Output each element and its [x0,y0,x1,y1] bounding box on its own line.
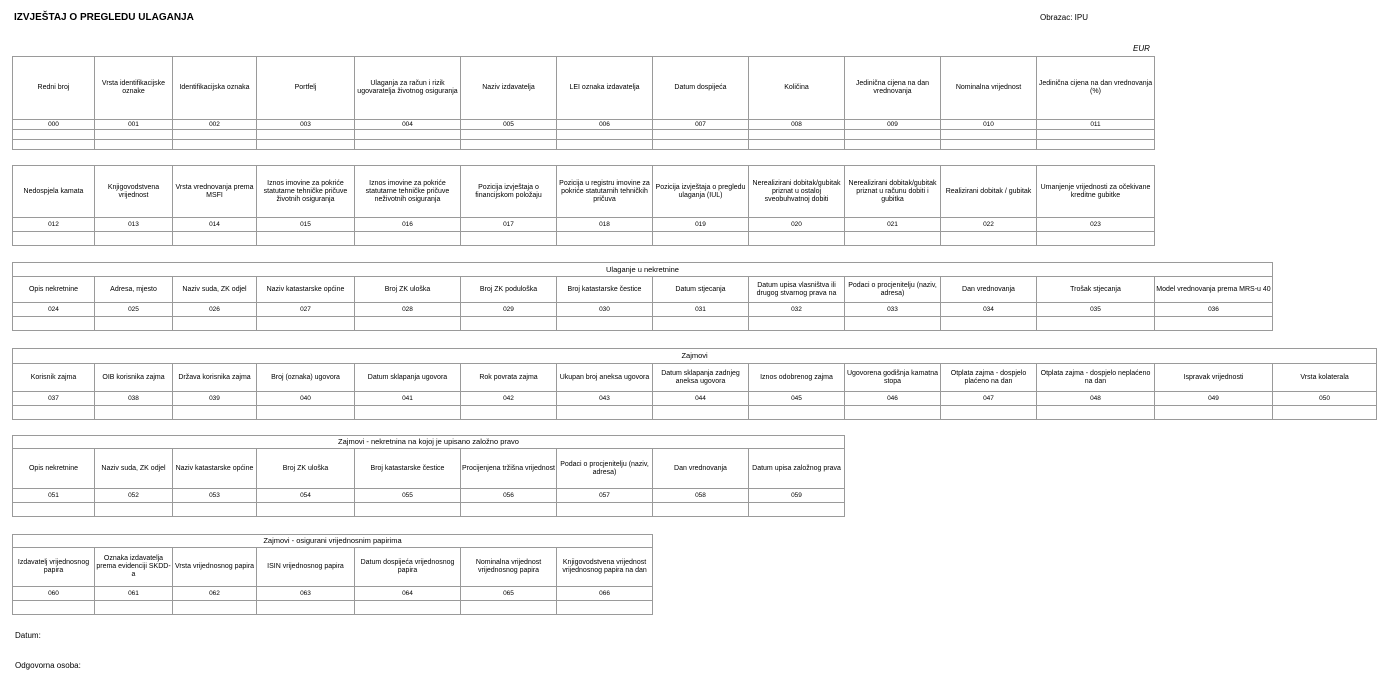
data-cell[interactable] [173,140,257,150]
data-cell[interactable] [1037,130,1155,140]
column-code: 006 [557,120,653,130]
column-code: 035 [1037,303,1155,317]
data-cell[interactable] [1037,232,1155,246]
column-header: Broj katastarske čestice [355,449,461,489]
column-header: ISIN vrijednosnog papira [257,548,355,587]
column-code: 012 [13,218,95,232]
column-code: 040 [257,392,355,406]
column-code: 062 [173,587,257,601]
column-header: Ulaganja za račun i rizik ugovaratelja životnog osiguranja [355,57,461,120]
data-cell[interactable] [557,601,653,615]
column-header: Datum sklapanja ugovora [355,364,461,392]
data-cell[interactable] [749,317,845,331]
column-code: 027 [257,303,355,317]
column-header: Naziv izdavatelja [461,57,557,120]
data-cell[interactable] [1273,406,1377,420]
data-cell[interactable] [95,130,173,140]
data-cell[interactable] [749,406,845,420]
column-code: 002 [173,120,257,130]
column-code: 043 [557,392,653,406]
column-code: 055 [355,489,461,503]
data-cell[interactable] [355,503,461,517]
column-header: Otplata zajma - dospjelo neplaćeno na dan [1037,364,1155,392]
data-cell[interactable] [941,140,1037,150]
column-code: 025 [95,303,173,317]
column-header: Nedospjela kamata [13,166,95,218]
column-code: 028 [355,303,461,317]
data-cell[interactable] [355,130,461,140]
column-code: 057 [557,489,653,503]
column-header: Redni broj [13,57,95,120]
column-code: 009 [845,120,941,130]
data-cell[interactable] [95,601,173,615]
data-cell[interactable] [749,130,845,140]
data-cell[interactable] [355,406,461,420]
column-header: Adresa, mjesto [95,277,173,303]
data-cell[interactable] [557,317,653,331]
form-code: Obrazac: IPU [1040,13,1089,22]
data-cell[interactable] [653,406,749,420]
data-cell[interactable] [13,232,95,246]
column-header: Broj (oznaka) ugovora [257,364,355,392]
column-code: 030 [557,303,653,317]
column-code: 010 [941,120,1037,130]
column-code: 001 [95,120,173,130]
data-cell[interactable] [749,503,845,517]
data-cell[interactable] [845,130,941,140]
column-code: 045 [749,392,845,406]
column-code: 051 [13,489,95,503]
column-code: 026 [173,303,257,317]
column-header: Opis nekretnine [13,449,95,489]
data-cell[interactable] [653,130,749,140]
column-code: 007 [653,120,749,130]
footer-date-label: Datum: [15,631,41,640]
column-code: 004 [355,120,461,130]
column-header: Podaci o procjenitelju (naziv, adresa) [557,449,653,489]
column-code: 017 [461,218,557,232]
column-code: 029 [461,303,557,317]
data-cell[interactable] [1037,317,1155,331]
data-cell[interactable] [173,601,257,615]
column-header: Pozicija izvještaja o pregledu ulaganja (IUL) [653,166,749,218]
column-header: Korisnik zajma [13,364,95,392]
section-title: Zajmovi [13,349,1377,364]
data-cell[interactable] [461,317,557,331]
column-code: 047 [941,392,1037,406]
column-code: 016 [355,218,461,232]
column-header: Trošak stjecanja [1037,277,1155,303]
column-code: 066 [557,587,653,601]
column-header: Iznos imovine za pokriće statutarne tehničke pričuve životnih osiguranja [257,166,355,218]
column-header: Opis nekretnine [13,277,95,303]
column-header: Broj ZK uloška [257,449,355,489]
column-header: Ispravak vrijednosti [1155,364,1273,392]
data-cell[interactable] [13,130,95,140]
column-code: 063 [257,587,355,601]
column-code: 061 [95,587,173,601]
data-cell[interactable] [355,232,461,246]
column-code: 049 [1155,392,1273,406]
data-cell[interactable] [653,317,749,331]
column-code: 034 [941,303,1037,317]
column-code: 037 [13,392,95,406]
column-header: Vrsta identifikacijske oznake [95,57,173,120]
data-cell[interactable] [749,232,845,246]
column-code: 031 [653,303,749,317]
column-header: Rok povrata zajma [461,364,557,392]
data-cell[interactable] [461,601,557,615]
data-cell[interactable] [173,317,257,331]
column-code: 064 [355,587,461,601]
data-cell[interactable] [13,140,95,150]
column-code: 022 [941,218,1037,232]
data-cell[interactable] [1037,140,1155,150]
data-cell[interactable] [1155,406,1273,420]
column-header: Količina [749,57,845,120]
column-code: 054 [257,489,355,503]
column-code: 008 [749,120,845,130]
data-cell[interactable] [95,317,173,331]
column-code: 059 [749,489,845,503]
data-cell[interactable] [355,601,461,615]
column-header: Pozicija u registru imovine za pokriće statutarnih tehničkih pričuva [557,166,653,218]
data-cell[interactable] [95,503,173,517]
column-header: Oznaka izdavatelja prema evidenciji SKDD-a [95,548,173,587]
column-code: 048 [1037,392,1155,406]
column-header: Naziv suda, ZK odjel [173,277,257,303]
data-cell[interactable] [355,317,461,331]
column-code: 021 [845,218,941,232]
column-code: 042 [461,392,557,406]
report-table-2 [12,165,1155,246]
data-cell[interactable] [173,232,257,246]
data-cell[interactable] [173,406,257,420]
column-code: 013 [95,218,173,232]
column-header: Broj ZK poduloška [461,277,557,303]
column-code: 065 [461,587,557,601]
data-cell[interactable] [95,232,173,246]
column-header: Vrsta vrijednosnog papira [173,548,257,587]
report-table-5 [12,435,845,517]
column-code: 019 [653,218,749,232]
column-header: Vrsta kolaterala [1273,364,1377,392]
column-header: Vrsta vrednovanja prema MSFI [173,166,257,218]
column-code: 050 [1273,392,1377,406]
column-header: Izdavatelj vrijednosnog papira [13,548,95,587]
data-cell[interactable] [257,317,355,331]
column-header: Jedinična cijena na dan vrednovanja [845,57,941,120]
data-cell[interactable] [557,140,653,150]
data-cell[interactable] [653,503,749,517]
column-header: Datum upisa založnog prava [749,449,845,489]
column-header: Nerealizirani dobitak/gubitak priznat u računu dobiti i gubitka [845,166,941,218]
data-cell[interactable] [845,406,941,420]
report-table-4 [12,348,1377,420]
section-title: Zajmovi - nekretnina na kojoj je upisano založno pravo [13,436,845,449]
column-header: Broj katastarske čestice [557,277,653,303]
column-code: 014 [173,218,257,232]
column-header: Procijenjena tržišna vrijednost [461,449,557,489]
column-header: Dan vrednovanja [653,449,749,489]
column-header: Pozicija izvještaja o financijskom položaju [461,166,557,218]
column-code: 036 [1155,303,1273,317]
data-cell[interactable] [653,232,749,246]
column-code: 015 [257,218,355,232]
data-cell[interactable] [845,140,941,150]
column-header: Datum upisa vlasništva ili drugog stvarnog prava na [749,277,845,303]
report-table-1 [12,56,1155,150]
column-header: Datum dospijeća [653,57,749,120]
column-header: Model vrednovanja prema MRS-u 40 [1155,277,1273,303]
column-header: Naziv katastarske općine [257,277,355,303]
data-cell[interactable] [13,406,95,420]
column-code: 044 [653,392,749,406]
column-code: 060 [13,587,95,601]
column-header: Podaci o procjenitelju (naziv, adresa) [845,277,941,303]
column-header: Broj ZK uloška [355,277,461,303]
data-cell[interactable] [461,406,557,420]
data-cell[interactable] [461,232,557,246]
column-header: Nominalna vrijednost vrijednosnog papira [461,548,557,587]
data-cell[interactable] [13,503,95,517]
column-header: Iznos odobrenog zajma [749,364,845,392]
data-cell[interactable] [95,140,173,150]
section-title: Zajmovi - osigurani vrijednosnim papirima [13,535,653,548]
data-cell[interactable] [95,406,173,420]
column-header: Naziv katastarske općine [173,449,257,489]
data-cell[interactable] [13,601,95,615]
data-cell[interactable] [173,503,257,517]
data-cell[interactable] [941,130,1037,140]
column-code: 046 [845,392,941,406]
data-cell[interactable] [257,601,355,615]
column-header: Nerealizirani dobitak/gubitak priznat u ostaloj sveobuhvatnoj dobiti [749,166,845,218]
data-cell[interactable] [461,140,557,150]
column-code: 005 [461,120,557,130]
column-header: Otplata zajma - dospjelo plaćeno na dan [941,364,1037,392]
column-header: Identifikacijska oznaka [173,57,257,120]
data-cell[interactable] [557,503,653,517]
column-code: 052 [95,489,173,503]
column-code: 023 [1037,218,1155,232]
data-cell[interactable] [257,503,355,517]
column-code: 056 [461,489,557,503]
column-code: 058 [653,489,749,503]
column-code: 003 [257,120,355,130]
column-header: Nominalna vrijednost [941,57,1037,120]
column-code: 041 [355,392,461,406]
data-cell[interactable] [941,317,1037,331]
column-header: Knjigovodstvena vrijednost vrijednosnog papira na dan [557,548,653,587]
column-code: 053 [173,489,257,503]
column-code: 024 [13,303,95,317]
column-header: Jedinična cijena na dan vrednovanja (%) [1037,57,1155,120]
column-code: 011 [1037,120,1155,130]
data-cell[interactable] [653,140,749,150]
data-cell[interactable] [257,406,355,420]
data-cell[interactable] [941,232,1037,246]
data-cell[interactable] [173,130,257,140]
data-cell[interactable] [257,130,355,140]
column-header: Datum stjecanja [653,277,749,303]
column-code: 000 [13,120,95,130]
column-code: 032 [749,303,845,317]
report-table-3 [12,262,1273,331]
column-header: Dan vrednovanja [941,277,1037,303]
section-title: Ulaganje u nekretnine [13,263,1273,277]
column-header: Datum sklapanja zadnjeg aneksa ugovora [653,364,749,392]
data-cell[interactable] [845,317,941,331]
column-header: LEI oznaka izdavatelja [557,57,653,120]
data-cell[interactable] [1155,317,1273,331]
column-code: 033 [845,303,941,317]
data-cell[interactable] [355,140,461,150]
column-header: Iznos imovine za pokriće statutarne tehničke pričuve neživotnih osiguranja [355,166,461,218]
column-code: 038 [95,392,173,406]
column-code: 039 [173,392,257,406]
data-cell[interactable] [749,140,845,150]
data-cell[interactable] [461,130,557,140]
column-header: Umanjenje vrijednosti za očekivane kreditne gubitke [1037,166,1155,218]
column-header: Knjigovodstvena vrijednost [95,166,173,218]
column-header: Država korisnika zajma [173,364,257,392]
data-cell[interactable] [557,130,653,140]
column-header: Ugovorena godišnja kamatna stopa [845,364,941,392]
data-cell[interactable] [461,503,557,517]
data-cell[interactable] [557,406,653,420]
column-header: Ukupan broj aneksa ugovora [557,364,653,392]
column-header: OIB korisnika zajma [95,364,173,392]
data-cell[interactable] [13,317,95,331]
data-cell[interactable] [941,406,1037,420]
currency-label: EUR [1133,44,1150,53]
data-cell[interactable] [257,140,355,150]
report-table-6 [12,534,653,615]
data-cell[interactable] [845,232,941,246]
data-cell[interactable] [257,232,355,246]
column-code: 020 [749,218,845,232]
data-cell[interactable] [1037,406,1155,420]
column-header: Datum dospijeća vrijednosnog papira [355,548,461,587]
report-title: IZVJEŠTAJ O PREGLEDU ULAGANJA [14,12,194,23]
column-code: 018 [557,218,653,232]
footer-person-label: Odgovorna osoba: [15,661,81,670]
data-cell[interactable] [557,232,653,246]
column-header: Realizirani dobitak / gubitak [941,166,1037,218]
column-header: Portfelj [257,57,355,120]
column-header: Naziv suda, ZK odjel [95,449,173,489]
